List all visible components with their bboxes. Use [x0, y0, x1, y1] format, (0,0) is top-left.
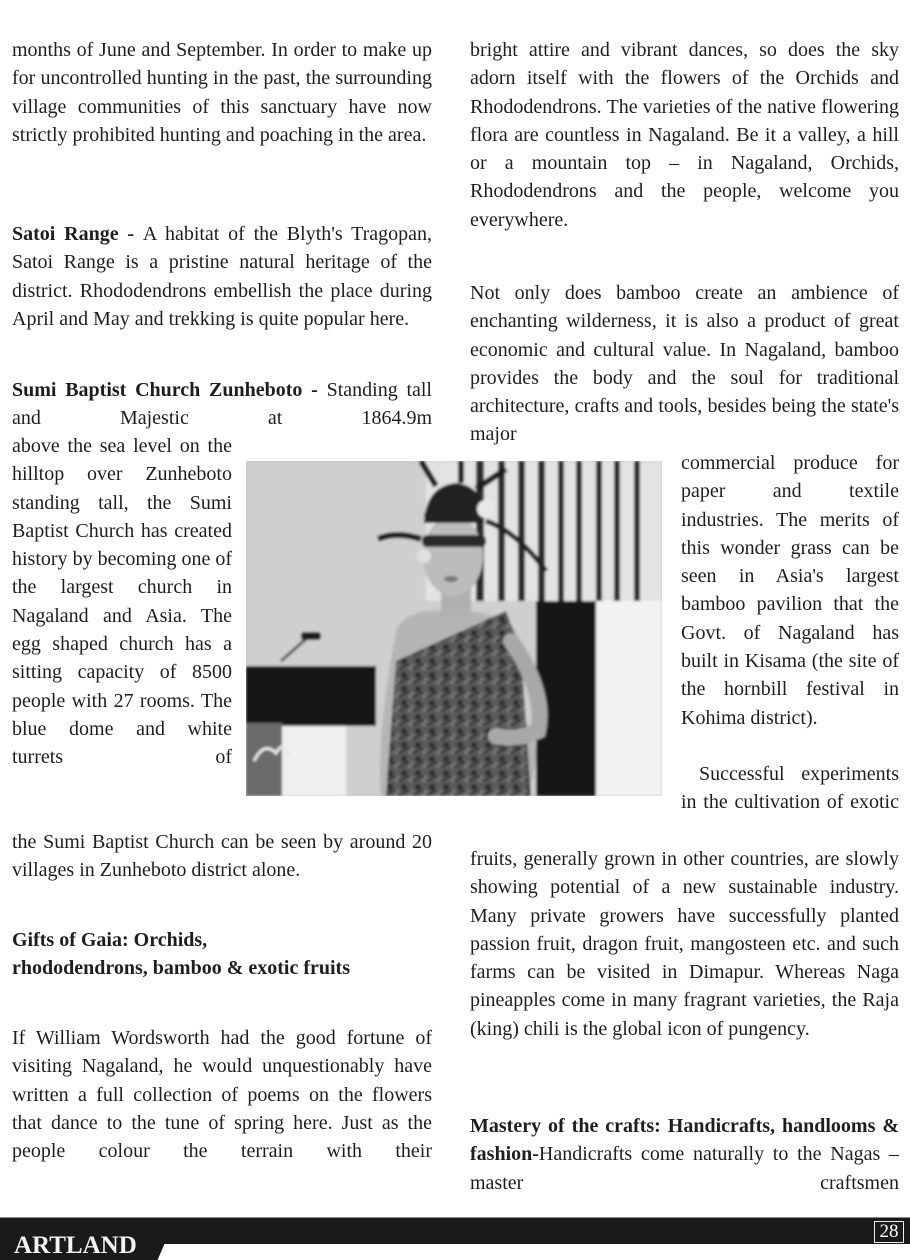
church-title: Sumi Baptist Church Zunheboto -: [12, 379, 327, 401]
fruits-paragraph: fruits, generally grown in other countries, are slowly showing potential of a new sustainable industry. Many private growers have successfully planted passion fruit, dragon fruit, mangosteen etc. and such farms can be visited in Dimapur. Whereas Naga pineapples come in many fragrant varieties, the Raja (king) chili is the global icon of pungency.: [470, 848, 899, 1040]
satoi-range-title: Satoi Range -: [12, 223, 143, 245]
sanctuary-paragraph: months of June and September. In order to make up for uncontrolled hunting in the past, the surrounding village communities of this sanctuary have now strictly prohibited hunting and poaching in the area.: [12, 39, 432, 146]
page-number: 28: [874, 1221, 904, 1243]
gaia-heading: [12, 926, 432, 983]
fruits-paragraph-intro: Successful experiments in the cultivation of exotic: [681, 763, 899, 814]
gaia-heading-line1: Gifts of Gaia: Orchids,: [12, 929, 208, 951]
church-paragraph: [12, 376, 432, 433]
crafts-body: Handicrafts come naturally to the Nagas – master craftsmen: [470, 1143, 899, 1194]
satoi-range-paragraph: [12, 220, 432, 333]
church-body-continued: the Sumi Baptist Church can be seen by around 20 villages in Zunheboto district alone.: [12, 831, 432, 882]
church-body-intro: Standing tall and Majestic at 1864.9m: [12, 379, 432, 430]
magazine-brand: ARTLAND: [14, 1232, 137, 1259]
photo-illustration: [246, 461, 662, 796]
bamboo-paragraph-intro: Not only does bamboo create an ambience of enchanting wilderness, it is also a product of great economic and cultural value. In Nagaland, bamboo provides the body and the soul for traditional architecture, crafts and tools, besides being the state's major: [470, 282, 899, 446]
crafts-title: Mastery of the crafts: Handicrafts, handlooms & fashion-: [470, 1115, 899, 1166]
wordsworth-paragraph: If William Wordsworth had the good fortune of visiting Nagaland, he would unquestionably have written a full collection of poems on the flowers that dance to the tune of spring here. Just as the people colour the terrain with their: [12, 1027, 432, 1163]
satoi-range-body: A habitat of the Blyth's Tragopan, Satoi Range is a pristine natural heritage of the district. Rhododendrons embellish the place during April and May and trekking is quite popular here.: [12, 223, 433, 330]
flowers-paragraph: bright attire and vibrant dances, so does the sky adorn itself with the flowers of the Orchids and Rhododendrons. The varieties of the native flowering flora are countless in Nagaland. Be it a valley, a hill or a mountain top – in Nagaland, Orchids, Rhododendrons and the people, welcome you everywhere.: [470, 39, 899, 231]
bamboo-paragraph-wrapped: commercial produce for paper and textile industries. The merits of this wonder grass can be seen in Asia's largest bamboo pavilion that the Govt. of Nagaland has built in Kisama (the site of the hornbill festival in Kohima district).: [681, 452, 899, 729]
crafts-paragraph: [470, 1112, 899, 1197]
gaia-heading-line2: rhododendrons, bamboo & exotic fruits: [12, 957, 350, 980]
fashion-model-photo: [246, 461, 662, 796]
church-body-wrapped: above the sea level on the hilltop over Zunheboto standing tall, the Sumi Baptist Church has created history by becoming one of the largest church in Nagaland and Asia. The egg shaped church has a sitting capacity of 8500 people with 27 rooms. The blue dome and white turrets of: [12, 435, 232, 769]
